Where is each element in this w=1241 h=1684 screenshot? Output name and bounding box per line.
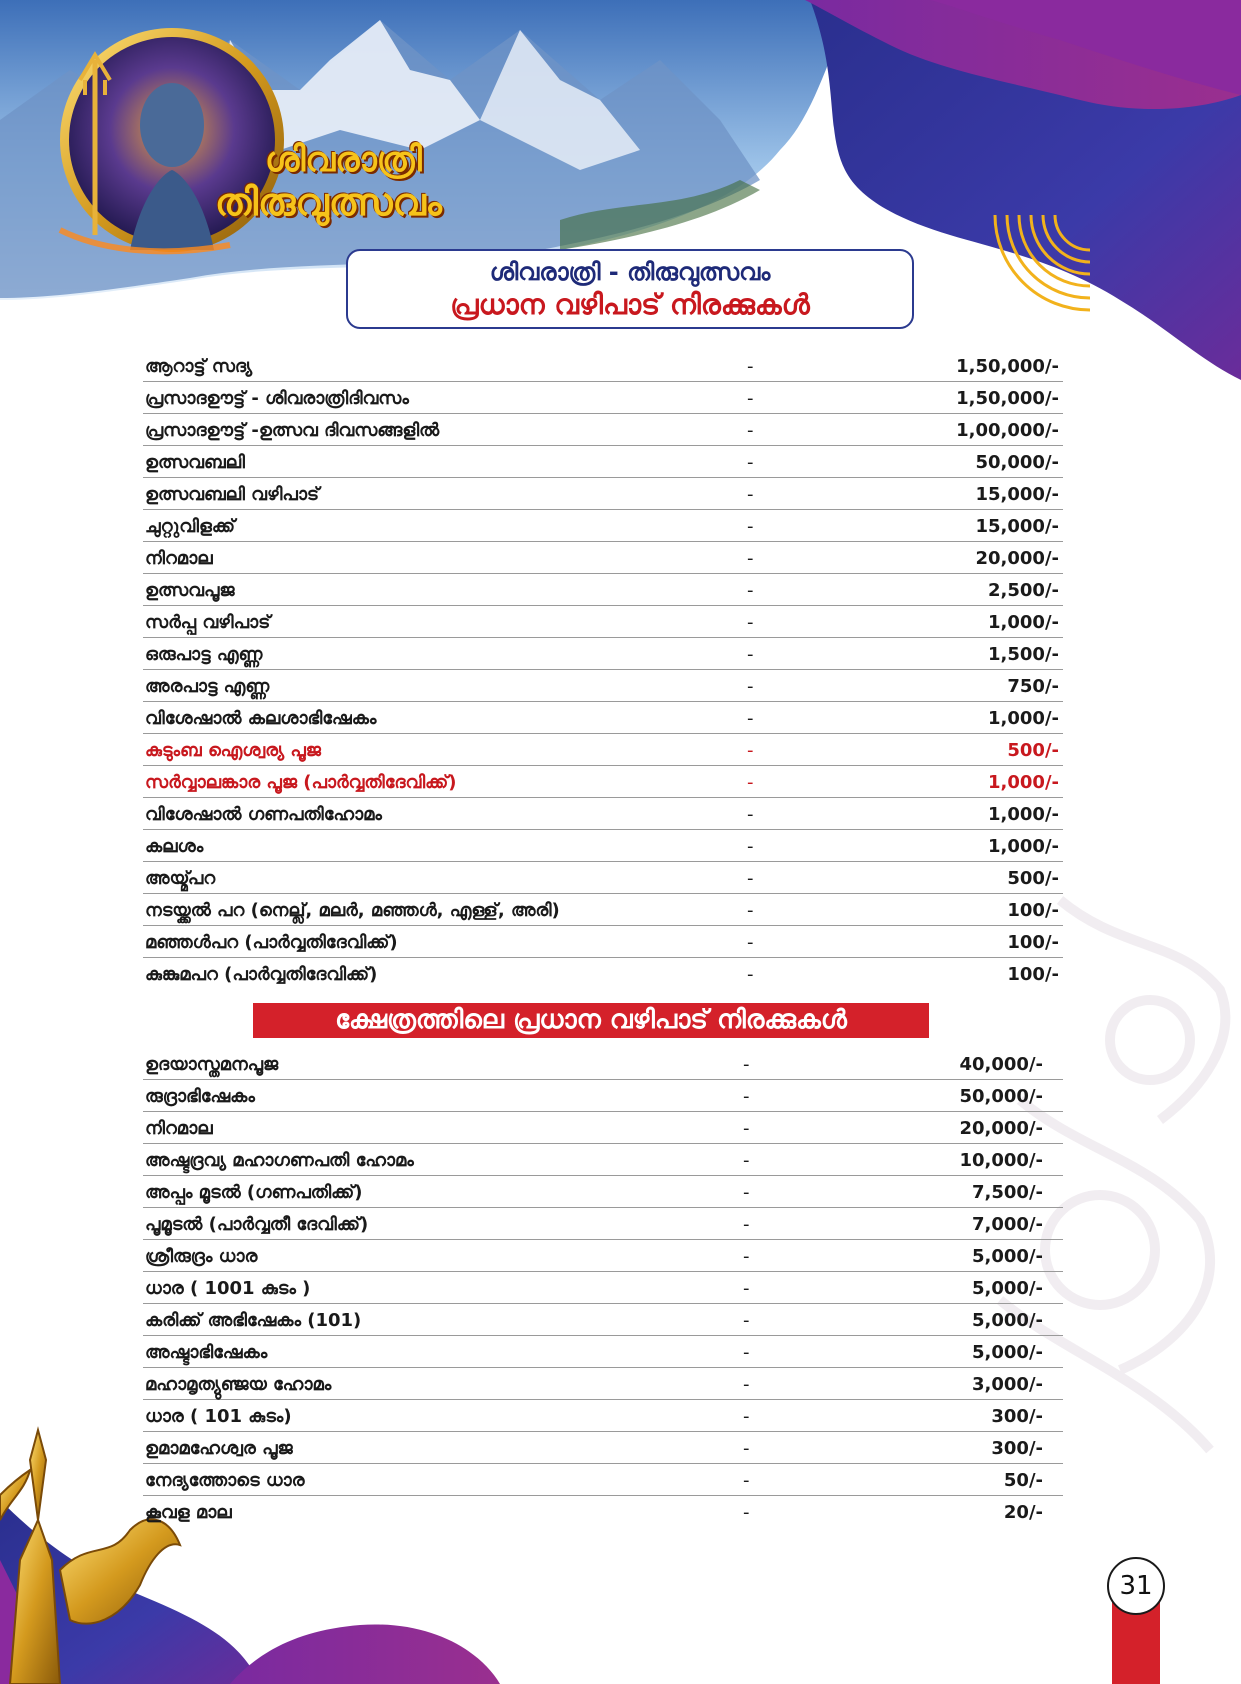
separator: - — [747, 708, 754, 729]
list-row — [143, 958, 1063, 990]
separator: - — [747, 452, 754, 473]
list-row — [143, 798, 1063, 830]
separator: - — [747, 932, 754, 953]
list-row — [143, 1048, 1063, 1080]
list-row — [143, 606, 1063, 638]
list-row — [143, 702, 1063, 734]
offering-price: 20,000/- — [959, 1118, 1043, 1139]
offering-name: കുടുംബ ഐശ്വര്യ പൂജ — [145, 740, 321, 761]
list-row — [143, 894, 1063, 926]
offering-price: 300/- — [991, 1438, 1043, 1459]
offering-name: വിശേഷാൽ കലശാഭിഷേകം — [145, 708, 377, 729]
separator: - — [747, 516, 754, 537]
offering-name: കുങ്കുമപറ (പാർവ്വതിദേവിക്ക്) — [145, 964, 378, 985]
separator: - — [747, 740, 754, 761]
offering-name: നിറമാല — [145, 1118, 213, 1139]
separator: - — [743, 1118, 750, 1139]
separator: - — [743, 1214, 750, 1235]
offering-name: മഞ്ഞൾപറ (പാർവ്വതിദേവിക്ക്) — [145, 932, 398, 953]
offering-name: സർവ്വാലങ്കാര പൂജ (പാർവ്വതിദേവിക്ക്) — [145, 772, 457, 793]
offering-price: 500/- — [1007, 740, 1059, 761]
offering-price: 20/- — [1003, 1502, 1043, 1523]
temple-section-banner: ക്ഷേത്രത്തിലെ പ്രധാന വഴിപാട് നിരക്കുകൾ — [253, 1003, 929, 1038]
offering-name: സർപ്പ വഴിപാട് — [145, 612, 271, 633]
separator: - — [743, 1054, 750, 1075]
separator: - — [743, 1310, 750, 1331]
offering-name: അപ്പം മൂടൽ (ഗണപതിക്ക്) — [145, 1182, 363, 1203]
list-row — [143, 1176, 1063, 1208]
offering-price: 7,500/- — [972, 1182, 1043, 1203]
list-row — [143, 1336, 1063, 1368]
offering-price: 1,50,000/- — [956, 356, 1059, 377]
list-row — [143, 670, 1063, 702]
offering-price: 100/- — [1007, 900, 1059, 921]
list-row — [143, 1208, 1063, 1240]
offering-name: ആറാട്ട് സദ്യ — [145, 356, 253, 377]
separator: - — [747, 804, 754, 825]
offering-name: മഹാമൃത്യുഞ്ജയ ഹോമം — [145, 1374, 332, 1395]
list-row — [143, 1496, 1063, 1528]
offering-price: 5,000/- — [972, 1278, 1043, 1299]
offering-price: 1,000/- — [988, 804, 1059, 825]
offering-price: 50,000/- — [959, 1086, 1043, 1107]
list-row — [143, 1400, 1063, 1432]
offering-name: അയ്മ്പറ — [145, 868, 216, 889]
separator: - — [743, 1470, 750, 1491]
offering-price: 50/- — [1003, 1470, 1043, 1491]
offering-name: വിശേഷാൽ ഗണപതിഹോമം — [145, 804, 382, 825]
offering-price: 1,50,000/- — [956, 388, 1059, 409]
offering-name: കൂവള മാല — [145, 1502, 232, 1523]
offering-price: 15,000/- — [975, 516, 1059, 537]
offering-name: നേദ്യത്തോടെ ധാര — [145, 1470, 305, 1491]
header-title: പ്രധാന വഴിപാട് നിരക്കുകൾ — [450, 288, 810, 321]
list-row — [143, 574, 1063, 606]
separator: - — [747, 612, 754, 633]
offering-name: കരിക്ക് അഭിഷേകം (101) — [145, 1310, 362, 1331]
offering-name: ചുറ്റുവിളക്ക് — [145, 516, 235, 537]
offering-price: 40,000/- — [959, 1054, 1043, 1075]
offering-name: ഉത്സവപൂജ — [145, 580, 235, 601]
offering-name: ശ്രീരുദ്രം ധാര — [145, 1246, 258, 1267]
separator: - — [743, 1150, 750, 1171]
offering-name: പൂമൂടൽ (പാർവ്വതീ ദേവിക്ക്) — [145, 1214, 369, 1235]
offering-price: 20,000/- — [975, 548, 1059, 569]
offering-price: 2,500/- — [988, 580, 1059, 601]
offering-price: 1,000/- — [988, 612, 1059, 633]
list-row — [143, 638, 1063, 670]
separator: - — [747, 548, 754, 569]
offering-price: 300/- — [991, 1406, 1043, 1427]
separator: - — [743, 1438, 750, 1459]
list-row — [143, 1144, 1063, 1176]
header-box — [346, 249, 914, 329]
list-row — [143, 478, 1063, 510]
list-row — [143, 382, 1063, 414]
separator: - — [747, 580, 754, 601]
separator: - — [743, 1086, 750, 1107]
offering-name: അരപാട്ട എണ്ണ — [145, 676, 270, 697]
offering-price: 3,000/- — [972, 1374, 1043, 1395]
offering-price: 1,000/- — [988, 772, 1059, 793]
separator: - — [747, 836, 754, 857]
offering-name: ഉമാമഹേശ്വര പൂജ — [145, 1438, 293, 1459]
offering-name: കലശം — [145, 836, 204, 857]
offering-name: അഷ്ടാഭിഷേകം — [145, 1342, 268, 1363]
offering-price: 5,000/- — [972, 1342, 1043, 1363]
list-row — [143, 1368, 1063, 1400]
separator: - — [743, 1246, 750, 1267]
separator: - — [747, 964, 754, 985]
separator: - — [747, 484, 754, 505]
offering-price: 1,000/- — [988, 708, 1059, 729]
offering-price: 15,000/- — [975, 484, 1059, 505]
offering-name: അഷ്ടദ്രവ്യ മഹാഗണപതി ഹോമം — [145, 1150, 414, 1171]
separator: - — [743, 1374, 750, 1395]
offering-name: പ്രസാദഊട്ട് -ഉത്സവ ദിവസങ്ങളിൽ — [145, 420, 440, 441]
separator: - — [747, 388, 754, 409]
offering-price: 500/- — [1007, 868, 1059, 889]
list-row-highlight — [143, 766, 1063, 798]
separator: - — [747, 356, 754, 377]
header-subtitle: ശിവരാത്രി - തിരുവുത്സവം — [489, 258, 771, 286]
offering-price: 10,000/- — [959, 1150, 1043, 1171]
separator: - — [743, 1406, 750, 1427]
offering-price: 1,500/- — [988, 644, 1059, 665]
separator: - — [747, 868, 754, 889]
list-row — [143, 830, 1063, 862]
offering-name: നടയ്ക്കൽ പറ (നെല്ല്, മലർ, മഞ്ഞൾ, എള്ള്, അരി) — [145, 900, 560, 921]
list-row — [143, 1272, 1063, 1304]
offering-name: ധാര ( 1001 കുടം ) — [145, 1278, 311, 1299]
offering-price: 100/- — [1007, 964, 1059, 985]
offering-name: നിറമാല — [145, 548, 213, 569]
offering-price: 5,000/- — [972, 1310, 1043, 1331]
separator: - — [747, 420, 754, 441]
offering-name: ഉത്സവബലി — [145, 452, 245, 473]
list-row — [143, 1304, 1063, 1336]
list-row — [143, 1240, 1063, 1272]
offering-price: 1,000/- — [988, 836, 1059, 857]
separator: - — [743, 1502, 750, 1523]
page-number: 31 — [1107, 1557, 1165, 1615]
separator: - — [743, 1278, 750, 1299]
offering-name: രുദ്രാഭിഷേകം — [145, 1086, 255, 1107]
offering-name: പ്രസാദഊട്ട് - ശിവരാത്രിദിവസം — [145, 388, 409, 409]
list-row — [143, 510, 1063, 542]
offering-price: 50,000/- — [975, 452, 1059, 473]
separator: - — [747, 772, 754, 793]
separator: - — [747, 676, 754, 697]
offering-price: 7,000/- — [972, 1214, 1043, 1235]
separator: - — [743, 1342, 750, 1363]
logo-line1: ശിവരാത്രി — [265, 140, 422, 180]
offering-name: ഒരുപാട്ട എണ്ണ — [145, 644, 263, 665]
offering-price: 5,000/- — [972, 1246, 1043, 1267]
list-row — [143, 1432, 1063, 1464]
separator: - — [747, 644, 754, 665]
list-row — [143, 1080, 1063, 1112]
logo-line2: തിരുവുത്സവം — [215, 180, 442, 224]
list-row — [143, 446, 1063, 478]
temple-offerings-list — [143, 1048, 1063, 1528]
offering-name: ധാര ( 101 കുടം) — [145, 1406, 292, 1427]
offering-name: ഉത്സവബലി വഴിപാട് — [145, 484, 320, 505]
list-row-highlight — [143, 734, 1063, 766]
separator: - — [747, 900, 754, 921]
list-row — [143, 862, 1063, 894]
list-row — [143, 414, 1063, 446]
offering-price: 750/- — [1007, 676, 1059, 697]
list-row — [143, 350, 1063, 382]
list-row — [143, 1112, 1063, 1144]
list-row — [143, 926, 1063, 958]
offering-price: 100/- — [1007, 932, 1059, 953]
list-row — [143, 1464, 1063, 1496]
festival-offerings-list — [143, 350, 1063, 990]
offering-name: ഉദയാസ്തമനപൂജ — [145, 1054, 279, 1075]
offering-price: 1,00,000/- — [956, 420, 1059, 441]
separator: - — [743, 1182, 750, 1203]
list-row — [143, 542, 1063, 574]
